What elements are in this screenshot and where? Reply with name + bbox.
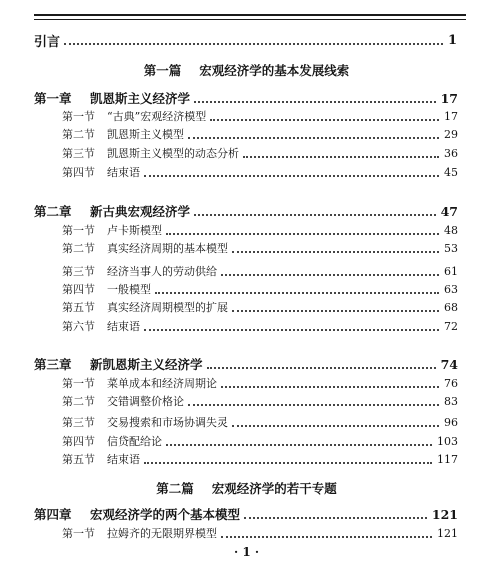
dot-leader — [166, 444, 432, 446]
chapter-title: 凯恩斯主义经济学 — [90, 91, 191, 106]
toc-section[interactable] — [0, 392, 493, 410]
toc-page-number: 53 — [444, 241, 458, 255]
section-number: 第一节 — [62, 110, 95, 123]
section-number: 第一节 — [62, 377, 95, 390]
section-title: 真实经济周期模型的扩展 — [107, 301, 228, 314]
toc-chapter-1[interactable] — [0, 89, 493, 107]
chapter-number: 第四章 — [34, 507, 72, 522]
chapter-title: 宏观经济学的两个基本模型 — [90, 507, 241, 522]
toc-chapter-2[interactable] — [0, 202, 493, 220]
toc-page-number: 48 — [444, 223, 458, 237]
toc-section[interactable] — [0, 317, 493, 335]
toc-section[interactable] — [0, 239, 493, 257]
section-title: 一般模型 — [107, 283, 151, 296]
toc-section[interactable] — [0, 524, 493, 542]
dot-leader — [221, 386, 439, 388]
section-number: 第四节 — [62, 435, 95, 448]
part-title: 宏观经济学的若干专题 — [211, 481, 337, 496]
toc-section[interactable] — [0, 125, 493, 143]
section-number: 第二节 — [62, 242, 95, 255]
dot-leader — [64, 43, 443, 45]
toc-section[interactable] — [0, 144, 493, 162]
section-title: 卢卡斯模型 — [107, 224, 162, 237]
toc-page-number: 63 — [444, 282, 458, 296]
toc-entry-title: 引言 — [34, 34, 61, 49]
toc-page-number: 47 — [440, 203, 458, 219]
toc-page-number: 76 — [444, 376, 458, 390]
dot-leader — [144, 175, 439, 177]
dot-leader — [221, 274, 439, 276]
dot-leader — [210, 119, 439, 121]
section-number: 第三节 — [62, 416, 95, 429]
toc-page-number: 121 — [431, 506, 458, 522]
toc-page-number: 45 — [444, 165, 458, 179]
top-rule-thick — [34, 14, 466, 16]
dot-leader — [207, 367, 436, 369]
section-title: 交错调整价格论 — [107, 395, 184, 408]
toc-page-number: 74 — [440, 356, 458, 372]
section-number: 第六节 — [62, 320, 95, 333]
section-title: 凯恩斯主义模型 — [107, 128, 184, 141]
part-heading-1 — [0, 61, 493, 79]
section-number: 第四节 — [62, 283, 95, 296]
chapter-title: 新古典宏观经济学 — [90, 204, 191, 219]
section-title: 结束语 — [107, 453, 140, 466]
section-number: 第五节 — [62, 453, 95, 466]
toc-page-number: 29 — [444, 127, 458, 141]
dot-leader — [194, 101, 436, 103]
section-number: 第一节 — [62, 224, 95, 237]
part-label: 第一篇 — [143, 63, 182, 78]
section-title: 真实经济周期的基本模型 — [107, 242, 228, 255]
toc-page-number: 61 — [444, 264, 458, 278]
dot-leader — [194, 214, 436, 216]
chapter-number: 第一章 — [34, 91, 72, 106]
toc-section[interactable] — [0, 107, 493, 125]
section-number: 第一节 — [62, 527, 95, 540]
section-number: 第四节 — [62, 166, 95, 179]
toc-page-number: 103 — [437, 434, 458, 448]
section-title: 结束语 — [107, 320, 140, 333]
section-title: 交易搜索和市场协调失灵 — [107, 416, 228, 429]
section-title: 经济当事人的劳动供给 — [107, 265, 217, 278]
toc-section[interactable] — [0, 450, 493, 468]
dot-leader — [232, 251, 439, 253]
toc-page-number: 68 — [444, 300, 458, 314]
dot-leader — [244, 517, 427, 519]
toc-entry-intro[interactable] — [0, 31, 493, 49]
toc-section[interactable] — [0, 298, 493, 316]
chapter-title: 新凯恩斯主义经济学 — [90, 357, 203, 372]
dot-leader — [166, 233, 439, 235]
toc-section[interactable] — [0, 221, 493, 239]
section-number: 第二节 — [62, 395, 95, 408]
dot-leader — [221, 536, 432, 538]
toc-page-number: 83 — [444, 394, 458, 408]
toc-chapter-4[interactable] — [0, 505, 493, 523]
section-number: 第三节 — [62, 147, 95, 160]
section-number: 第二节 — [62, 128, 95, 141]
dot-leader — [232, 310, 439, 312]
section-title: 结束语 — [107, 166, 140, 179]
section-title: “古典”宏观经济模型 — [107, 110, 207, 123]
toc-page-number: 121 — [437, 526, 458, 540]
dot-leader — [188, 404, 439, 406]
section-title: 凯恩斯主义模型的动态分析 — [107, 147, 239, 160]
chapter-number: 第三章 — [34, 357, 72, 372]
dot-leader — [243, 156, 439, 158]
toc-page-number: 17 — [444, 109, 458, 123]
toc-page-number: 72 — [444, 319, 458, 333]
toc-chapter-3[interactable] — [0, 355, 493, 373]
toc-page-number: 1 — [447, 32, 457, 48]
toc-section[interactable] — [0, 280, 493, 298]
toc-section[interactable] — [0, 163, 493, 181]
section-title: 拉姆齐的无限期界模型 — [107, 527, 217, 540]
toc-page-number: 17 — [440, 90, 458, 106]
part-title: 宏观经济学的基本发展线索 — [199, 63, 350, 78]
toc-page-number: 96 — [444, 415, 458, 429]
dot-leader — [155, 292, 439, 294]
dot-leader — [188, 137, 439, 139]
toc-section[interactable] — [0, 262, 493, 280]
part-heading-2 — [0, 479, 493, 497]
toc-section[interactable] — [0, 413, 493, 431]
top-rule-thin — [34, 19, 466, 20]
toc-section[interactable] — [0, 374, 493, 392]
toc-page-number: 117 — [437, 452, 458, 466]
toc-page-number: 36 — [444, 146, 458, 160]
dot-leader — [232, 425, 439, 427]
section-title: 信贷配给论 — [107, 435, 162, 448]
part-label: 第二篇 — [156, 481, 194, 496]
dot-leader — [144, 462, 432, 464]
toc-section[interactable] — [0, 432, 493, 450]
section-title: 菜单成本和经济周期论 — [107, 377, 217, 390]
dot-leader — [144, 329, 439, 331]
page-number-footer: · 1 · — [233, 545, 260, 559]
section-number: 第三节 — [62, 265, 95, 278]
section-number: 第五节 — [62, 301, 95, 314]
chapter-number: 第二章 — [34, 204, 72, 219]
